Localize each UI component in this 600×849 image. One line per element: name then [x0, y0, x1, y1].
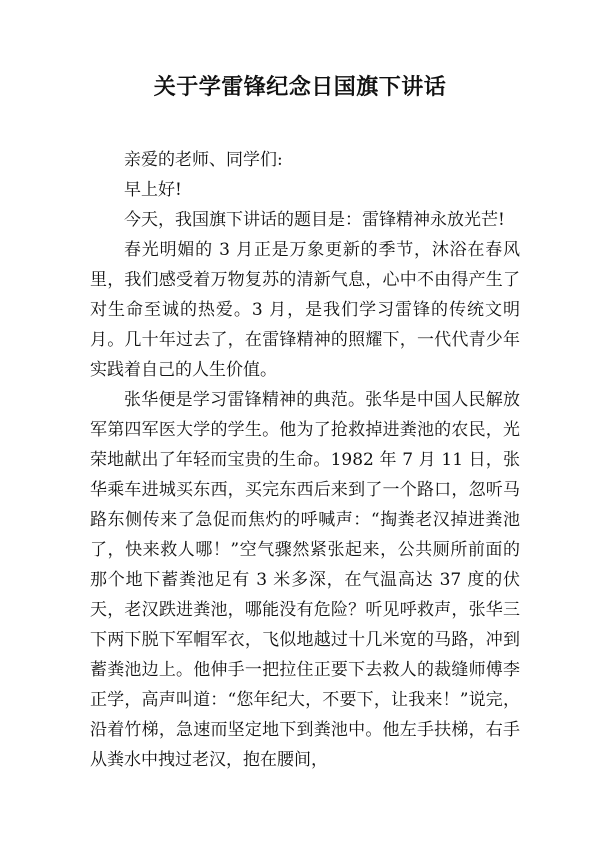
morning-paragraph: 早上好!	[124, 180, 182, 200]
document-body	[90, 145, 520, 775]
zhanghua-paragraph: 张华便是学习雷锋精神的典范。张华是中国人民解放军第四军医大学的学生。他为了抢救掉进粪池的农民，光荣地献出了年轻而宝贵的生命。1982 年 7 月 11 日，张华乘车进城买东西，买完东西后来到了一个路口，忽听马路东侧传来了急促而焦灼的呼喊声：“掏粪老汉掉进粪池了，快来救人哪！”空气骤然紧张起来，公共厕所前面的那个地下蓄粪池足有 3 米多深，在气温高达 37 度的伏天，老汉跌进粪池，哪能没有危险？听见呼救声，张华三下两下脱下军帽军衣，飞似地越过十几米宽的马路，冲到蓄粪池边上。他伸手一把拉住正要下去救人的裁缝师傅李正学，高声叫道：“您年纪大，不要下，让我来！”说完，沿着竹梯，急速而坚定地下到粪池中。他左手扶梯，右手从粪水中拽过老汉，抱在腰间，	[90, 390, 520, 770]
spring-paragraph: 春光明媚的 3 月正是万象更新的季节，沐浴在春风里，我们感受着万物复苏的清新气息，心中不由得产生了对生命至诚的热爱。3 月，是我们学习雷锋的传统文明月。几十年过去了，在雷锋精神的照耀下，一代代青少年实践着自己的人生价值。	[90, 240, 520, 380]
document-title: 关于学雷锋纪念日国旗下讲话	[153, 75, 447, 100]
topic-paragraph: 今天，我国旗下讲话的题目是：雷锋精神永放光芒!	[124, 210, 505, 230]
greeting-paragraph: 亲爱的老师、同学们:	[124, 150, 283, 170]
